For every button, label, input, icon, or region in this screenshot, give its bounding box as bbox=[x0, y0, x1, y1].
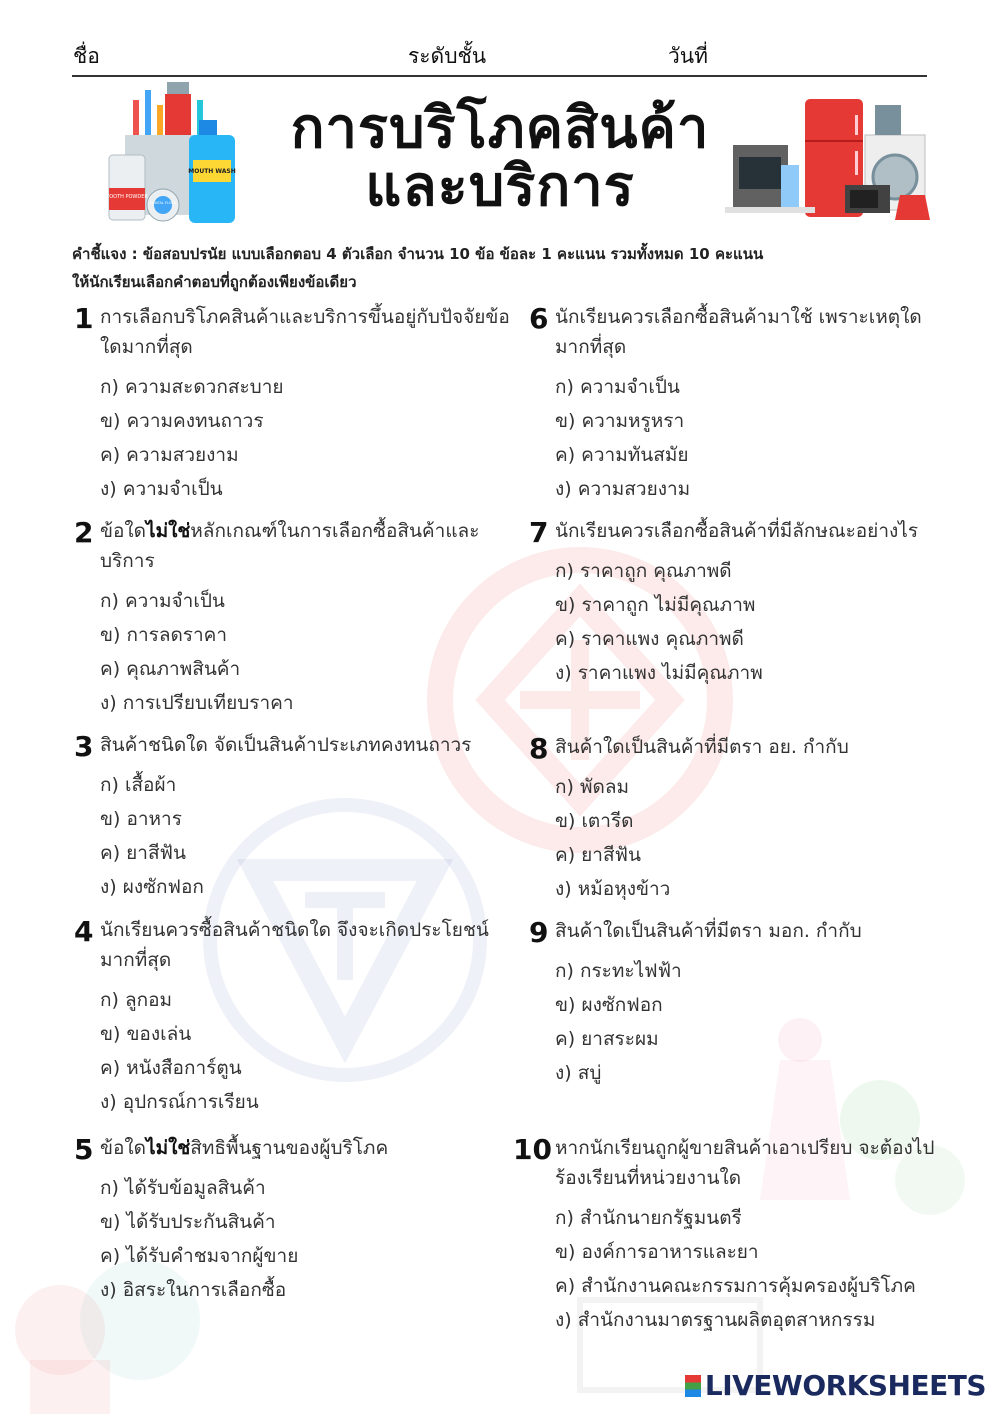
question-text: การเลือกบริโภคสินค้าและบริการขึ้นอยู่กับปัจจัยข้อใดมากที่สุด bbox=[100, 306, 510, 358]
question-6 bbox=[529, 302, 940, 506]
option-a[interactable]: ก) กระทะไฟฟ้า bbox=[555, 960, 682, 982]
option-d[interactable]: ง) อิสระในการเลือกซื้อ bbox=[100, 1279, 287, 1301]
option-c[interactable]: ค) คุณภาพสินค้า bbox=[100, 658, 241, 680]
option-d[interactable]: ง) การเปรียบเทียบราคา bbox=[100, 692, 294, 714]
question-9 bbox=[529, 916, 940, 1090]
option-b[interactable]: ข) ราคาถูก ไม่มีคุณภาพ bbox=[555, 594, 756, 616]
question-number: 4 bbox=[74, 915, 94, 948]
option-b[interactable]: ข) ผงซักฟอก bbox=[555, 994, 663, 1016]
instructions-line-2: ให้นักเรียนเลือกคำตอบที่ถูกต้องเพียงข้อเดียว bbox=[72, 273, 357, 291]
option-b[interactable]: ข) ความหรูหรา bbox=[555, 410, 685, 432]
option-c[interactable]: ค) ยาสีฟัน bbox=[555, 844, 642, 866]
question-text: นักเรียนควรเลือกซื้อสินค้าที่มีลักษณะอย่างไร bbox=[555, 520, 919, 542]
option-c[interactable]: ค) สำนักงานคณะกรรมการคุ้มครองผู้บริโภค bbox=[555, 1275, 916, 1297]
option-d[interactable]: ง) สบู่ bbox=[555, 1062, 602, 1084]
option-c[interactable]: ค) ได้รับคำชมจากผู้ขาย bbox=[100, 1245, 299, 1267]
option-a[interactable]: ก) พัดลม bbox=[555, 776, 629, 798]
question-1 bbox=[74, 302, 520, 506]
question-number: 8 bbox=[529, 732, 549, 765]
logo-icon bbox=[685, 1375, 701, 1397]
name-label: ชื่อ bbox=[73, 44, 100, 68]
question-3 bbox=[74, 730, 520, 904]
question-2 bbox=[74, 516, 520, 720]
title-line-2: และบริการ bbox=[365, 154, 635, 219]
option-c[interactable]: ค) ยาสระผม bbox=[555, 1028, 659, 1050]
option-b[interactable]: ข) องค์การอาหารและยา bbox=[555, 1241, 759, 1263]
question-text-emphasis: ไม่ใช่ bbox=[146, 1137, 191, 1159]
option-b[interactable]: ข) เตารีด bbox=[555, 810, 634, 832]
question-text: หากนักเรียนถูกผู้ขายสินค้าเอาเปรียบ จะต้องไปร้องเรียนที่หน่วยงานใด bbox=[555, 1137, 935, 1189]
option-c[interactable]: ค) ความทันสมัย bbox=[555, 444, 689, 466]
option-b[interactable]: ข) ความคงทนถาวร bbox=[100, 410, 264, 432]
question-text: สินค้าชนิดใด จัดเป็นสินค้าประเภทคงทนถาวร bbox=[100, 734, 472, 756]
question-number: 7 bbox=[529, 516, 549, 549]
question-text: สินค้าใดเป็นสินค้าที่มีตรา อย. กำกับ bbox=[555, 736, 849, 758]
question-number: 6 bbox=[529, 302, 549, 335]
option-d[interactable]: ง) สำนักงานมาตรฐานผลิตอุตสาหกรรม bbox=[555, 1309, 876, 1331]
option-d[interactable]: ง) หม้อหุงข้าว bbox=[555, 878, 671, 900]
option-d[interactable]: ง) ความจำเป็น bbox=[100, 478, 223, 500]
question-text-pre: ข้อใด bbox=[100, 1137, 147, 1159]
question-7 bbox=[529, 516, 950, 690]
question-text-post: สิทธิพื้นฐานของผู้บริโภค bbox=[190, 1137, 389, 1159]
question-10 bbox=[513, 1133, 950, 1337]
option-a[interactable]: ก) ความจำเป็น bbox=[555, 376, 680, 398]
question-text: นักเรียนควรซื้อสินค้าชนิดใด จึงจะเกิดประโยชน์มากที่สุด bbox=[100, 919, 489, 971]
date-label: วันที่ bbox=[668, 44, 708, 68]
option-d[interactable]: ง) ความสวยงาม bbox=[555, 478, 691, 500]
question-text-emphasis: ไม่ใช่ bbox=[146, 520, 191, 542]
question-text: สินค้าใดเป็นสินค้าที่มีตรา มอก. กำกับ bbox=[555, 920, 862, 942]
toiletries-illustration bbox=[105, 80, 240, 225]
option-c[interactable]: ค) หนังสือการ์ตูน bbox=[100, 1057, 242, 1079]
option-c[interactable]: ค) ยาสีฟัน bbox=[100, 842, 187, 864]
question-text bbox=[100, 1133, 520, 1163]
option-b[interactable]: ข) การลดราคา bbox=[100, 624, 228, 646]
question-text-post: หลักเกณฑ์ในการเลือกซื้อสินค้าและบริการ bbox=[100, 520, 480, 572]
title-line-1: การบริโภคสินค้า bbox=[290, 96, 710, 161]
option-b[interactable]: ข) ได้รับประกันสินค้า bbox=[100, 1211, 276, 1233]
appliances-illustration bbox=[725, 95, 935, 220]
question-8 bbox=[529, 732, 940, 906]
question-text: นักเรียนควรเลือกซื้อสินค้ามาใช้ เพราะเหตุใดมากที่สุด bbox=[555, 306, 922, 358]
option-a[interactable]: ก) สำนักนายกรัฐมนตรี bbox=[555, 1207, 742, 1229]
option-a[interactable]: ก) ความจำเป็น bbox=[100, 590, 225, 612]
option-c[interactable]: ค) ราคาแพง คุณภาพดี bbox=[555, 628, 744, 650]
mouthwash-text: MOUTH WASH bbox=[188, 168, 236, 175]
question-number: 3 bbox=[74, 730, 94, 763]
option-a[interactable]: ก) เสื้อผ้า bbox=[100, 774, 177, 796]
logo-text: LIVEWORKSHEETS bbox=[704, 1369, 986, 1402]
question-4 bbox=[74, 915, 520, 1119]
question-text bbox=[100, 516, 520, 576]
instructions-line-1: คำชี้แจง : ข้อสอบปรนัย แบบเลือกตอบ 4 ตัวเลือก จำนวน 10 ข้อ ข้อละ 1 คะแนน รวมทั้งหมด 10 คะแนน bbox=[72, 245, 764, 263]
tooth-powder-text: TOOTH POWDER bbox=[106, 194, 148, 200]
question-5 bbox=[74, 1133, 520, 1307]
liveworksheets-logo[interactable] bbox=[685, 1369, 986, 1402]
option-b[interactable]: ข) ของเล่น bbox=[100, 1023, 192, 1045]
dental-floss-text: DENTAL FLOSS bbox=[150, 201, 176, 205]
option-a[interactable]: ก) ได้รับข้อมูลสินค้า bbox=[100, 1177, 266, 1199]
header-underline bbox=[72, 75, 927, 77]
question-text-pre: ข้อใด bbox=[100, 520, 147, 542]
option-a[interactable]: ก) ความสะดวกสะบาย bbox=[100, 376, 284, 398]
grade-label: ระดับชั้น bbox=[408, 44, 487, 68]
option-d[interactable]: ง) ผงซักฟอก bbox=[100, 876, 204, 898]
option-c[interactable]: ค) ความสวยงาม bbox=[100, 444, 239, 466]
option-a[interactable]: ก) ราคาถูก คุณภาพดี bbox=[555, 560, 732, 582]
question-number: 9 bbox=[529, 916, 549, 949]
question-number: 10 bbox=[513, 1133, 552, 1166]
question-number: 2 bbox=[74, 516, 94, 549]
page-title bbox=[250, 96, 750, 219]
question-number: 1 bbox=[74, 302, 94, 335]
option-a[interactable]: ก) ลูกอม bbox=[100, 989, 173, 1011]
option-d[interactable]: ง) อุปกรณ์การเรียน bbox=[100, 1091, 259, 1113]
option-b[interactable]: ข) อาหาร bbox=[100, 808, 182, 830]
option-d[interactable]: ง) ราคาแพง ไม่มีคุณภาพ bbox=[555, 662, 763, 684]
question-number: 5 bbox=[74, 1133, 94, 1166]
